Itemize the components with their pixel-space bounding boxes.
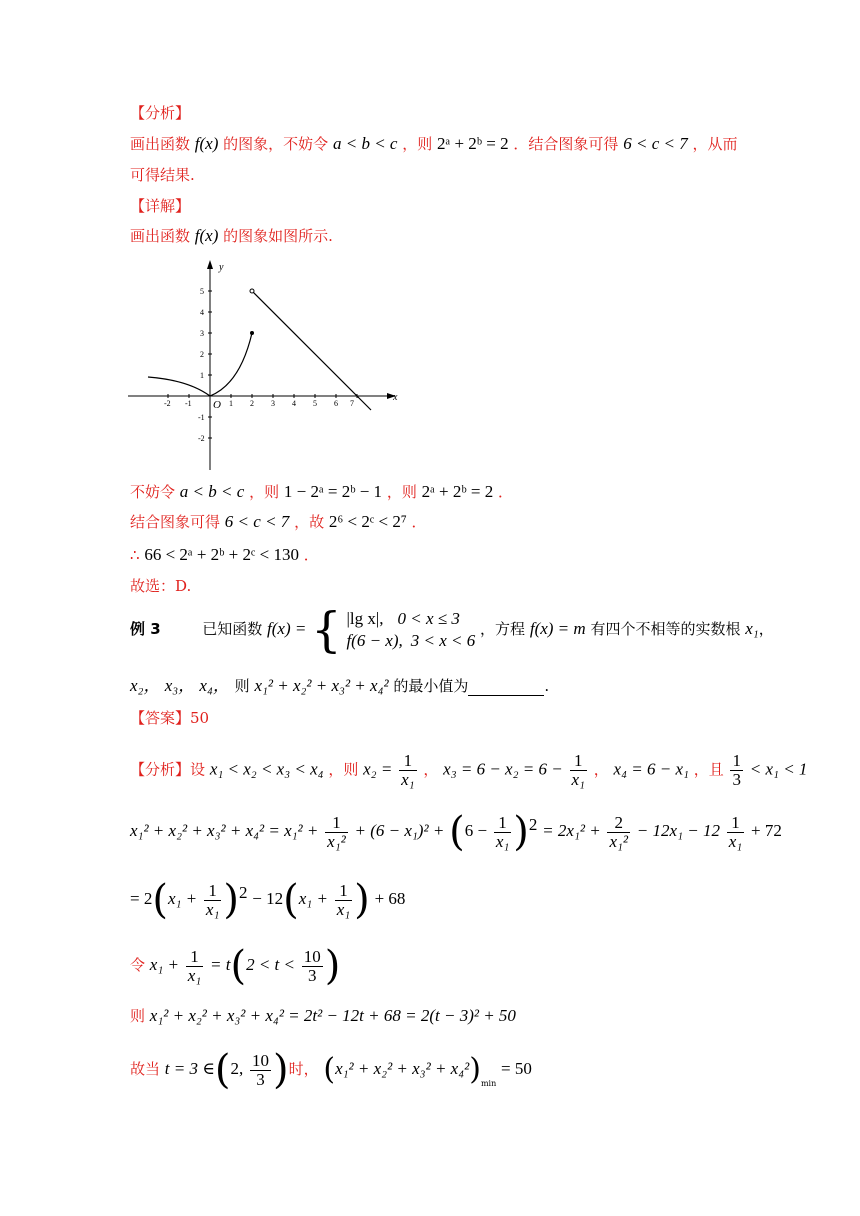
- text: ．结合图象可得: [513, 135, 619, 153]
- x-tick-label: 2: [250, 399, 254, 408]
- fraction: $\frac{1}{\text{x₁}}$: [728, 812, 743, 851]
- y-axis-arrow: [207, 260, 213, 269]
- fraction: $\frac{1}{\text{x₁}}$: [187, 946, 202, 985]
- math: a < b < c: [179, 482, 245, 501]
- math: t = 3 ∈: [164, 1059, 215, 1078]
- text: ，则: [386, 483, 417, 501]
- math: 6 < c < 7: [623, 134, 688, 153]
- detail-line-1: [130, 226, 333, 246]
- y-tick-label: -2: [198, 434, 205, 443]
- text: 故当: [130, 1060, 161, 1078]
- text: 则: [130, 1007, 146, 1025]
- math: x₁ +: [298, 889, 328, 908]
- fraction: $\frac{1}{\text{x₁}}$: [336, 880, 351, 919]
- y-axis-label: y: [219, 262, 224, 273]
- math: x₁² + x₂² + x₃² + x₄²: [335, 1059, 470, 1078]
- math: 1 − 2ᵃ = 2ᵇ − 1: [283, 482, 383, 501]
- math: x₁ < x₂ < x₃ < x₄: [209, 759, 324, 779]
- analysis-line-1: [130, 134, 738, 154]
- min-subscript: min: [480, 1079, 497, 1088]
- example-3-line-1: [130, 602, 774, 658]
- answer-blank: [468, 681, 544, 696]
- detail-line-a: [130, 482, 513, 502]
- text: ，从而: [692, 135, 738, 153]
- analysis-2-final: 故当 t = 3 ∈(2, $\frac{10}{3}$ )时， $(x_1^2 + x_2^2 + x_3^2 + x_4^2)_{min} = 50$: [130, 1047, 532, 1093]
- math: f(x): [194, 134, 219, 153]
- text: ，则: [249, 483, 280, 501]
- math: f(x) =: [267, 619, 307, 638]
- fraction: $\frac{1}{3}$: [732, 751, 741, 789]
- therefore-symbol: ∴: [130, 546, 140, 564]
- math: = t: [210, 955, 231, 974]
- math: + 68: [374, 889, 406, 908]
- case-cond: 3 < x < 6: [410, 631, 476, 650]
- text: 结合图象可得: [130, 513, 221, 531]
- math: = 50: [501, 1059, 532, 1078]
- case-expr: |lg x|,: [346, 609, 384, 628]
- math: x₁² + x₂² + x₃² + x₄² = x₁² +: [130, 821, 319, 840]
- analysis-2-line-1: [130, 752, 807, 789]
- x-tick-label: 3: [271, 399, 275, 408]
- math: f(x): [194, 226, 219, 245]
- y-tick-label: 3: [200, 329, 204, 338]
- text: 有四个不相等的实数根: [590, 620, 741, 638]
- analysis-line-2: 可得结果.: [130, 166, 195, 184]
- x-tick-label: -1: [185, 399, 192, 408]
- text: ，故: [294, 513, 325, 531]
- math: x₁ +: [149, 955, 179, 974]
- x-tick-label: 1: [229, 399, 233, 408]
- fraction: $\frac{10}{3}$: [251, 1050, 269, 1089]
- math: 2⁶ < 2ᶜ < 2⁷: [328, 512, 407, 531]
- text: 的图象如图所示.: [223, 227, 333, 245]
- y-tick-label: 1: [200, 371, 204, 380]
- math: 6 < c < 7: [224, 512, 290, 531]
- line-right: [252, 291, 371, 410]
- x-tick-label: -2: [164, 399, 171, 408]
- text: ，则: [402, 135, 433, 153]
- fraction: $\frac{1}{\text{x₁}}$: [401, 751, 415, 789]
- answer-line: [130, 708, 209, 728]
- text: ，则: [328, 760, 359, 779]
- analysis-2-title: 【分析】: [130, 760, 191, 779]
- fraction: $\frac{10}{3}$: [303, 946, 321, 985]
- math: x₂， x₃， x₄，: [130, 676, 230, 695]
- paren: ): [513, 809, 529, 855]
- detail-line-d: 故选：D.: [130, 577, 192, 595]
- math: x₂ =: [363, 759, 393, 779]
- math: 2ᵃ + 2ᵇ = 2: [421, 482, 494, 501]
- math: < x₁ < 1: [749, 759, 808, 779]
- math: f(x) = m: [529, 619, 586, 638]
- text: 时，: [288, 1060, 319, 1078]
- math: + 72: [750, 821, 782, 840]
- math: 2ᵃ + 2ᵇ = 2: [437, 134, 509, 153]
- text: 已知函数: [202, 620, 263, 638]
- curve-middle: [210, 333, 252, 396]
- text: 的图象，不妨令: [223, 135, 329, 153]
- fraction: $\frac{1}{\text{x₁}}$: [495, 812, 510, 851]
- math: 2 < t <: [246, 955, 295, 974]
- y-tick-label: 5: [200, 287, 204, 296]
- text: ．: [411, 513, 427, 531]
- math: 6 −: [464, 821, 488, 840]
- text: 令: [130, 956, 146, 974]
- math: − 12: [252, 889, 284, 908]
- x-axis-label: x: [393, 392, 398, 403]
- text: .: [544, 677, 550, 695]
- answer-title: 【答案】: [130, 709, 191, 727]
- closed-point: [250, 331, 254, 335]
- math: x₁² + x₂² + x₃² + x₄²: [254, 676, 389, 695]
- text: ，方程: [480, 620, 526, 638]
- math: + (6 − x₁)² +: [354, 821, 445, 840]
- x-tick-label: 6: [334, 399, 338, 408]
- text: 画出函数: [130, 135, 191, 153]
- analysis-2-then: [130, 1006, 516, 1026]
- text: ．: [498, 483, 514, 501]
- math: = 2x₁² +: [542, 821, 601, 840]
- math: x₄ = 6 − x₁: [613, 759, 689, 779]
- y-tick-label: 2: [200, 350, 204, 359]
- fraction: $\frac{1}{\text{x₁²}}$: [327, 812, 346, 851]
- math: x₁² + x₂² + x₃² + x₄² = 2t² − 12t + 68 = 2(t − 3)² + 50: [149, 1006, 516, 1025]
- math: x₃ = 6 − x₂ = 6 −: [443, 759, 563, 779]
- origin-label: O: [213, 399, 221, 411]
- detail-title: 【详解】: [130, 197, 191, 215]
- analysis-2-eq-1: x₁² + x₂² + x₃² + x₄² = x₁² + $\frac{1}{\text{x₁²}}$ + (6 − x₁)² + (6 − $\frac{1}{\text{x₁}}$ )$^2$ = 2x₁² + $\frac{2}{\text{x₁²}}$ − 12x₁ − 12 $\frac{1}{\text{x₁}}$ + 72: [130, 809, 782, 855]
- x-tick-label: 4: [292, 399, 296, 408]
- math: 2,: [230, 1059, 244, 1078]
- math: 66 < 2ᵃ + 2ᵇ + 2ᶜ < 130: [144, 545, 299, 564]
- piecewise-cases: [346, 608, 475, 652]
- case-expr: f(6 − x),: [346, 631, 403, 650]
- text: ，: [593, 760, 609, 779]
- text: 设: [190, 760, 206, 779]
- analysis-2-eq-2: = 2(x₁ + $\frac{1}{\text{x₁}}$ )$^2$ − 12(x₁ + $\frac{1}{\text{x₁}}$ ) + 68: [130, 877, 406, 923]
- paren: (: [449, 809, 465, 855]
- fraction: $\frac{1}{\text{x₁}}$: [571, 751, 585, 789]
- y-tick-label: 4: [200, 308, 204, 317]
- case-cond: 0 < x ≤ 3: [397, 609, 460, 628]
- x-tick-label: 7: [350, 399, 354, 408]
- example-label: 例 3: [130, 620, 161, 638]
- answer-value: 50: [190, 709, 210, 727]
- text: ，: [758, 620, 774, 638]
- text: 的最小值为: [393, 677, 469, 695]
- text: 则: [234, 677, 250, 695]
- function-graph: [128, 256, 408, 474]
- text: ，: [423, 760, 439, 779]
- text: ，且: [693, 760, 724, 779]
- open-point: [250, 289, 254, 293]
- fraction: $\frac{2}{\text{x₁²}}$: [609, 812, 629, 851]
- text: ．: [303, 546, 319, 564]
- math: = 2: [130, 889, 153, 908]
- text: 画出函数: [130, 227, 191, 245]
- math: x₁ +: [167, 889, 198, 908]
- analysis-title: 【分析】: [130, 104, 191, 122]
- fraction: $\frac{1}{\text{x₁}}$: [205, 880, 220, 919]
- text: 不妨令: [130, 483, 176, 501]
- brace: {: [311, 602, 342, 658]
- math: − 12x₁ − 12: [636, 821, 720, 840]
- math: a < b < c: [332, 134, 398, 153]
- analysis-2-let: 令 x₁ + $\frac{1}{\text{x₁}}$ = t(2 < t < $\frac{10}{3}$ ): [130, 943, 341, 989]
- math: x₁: [745, 619, 759, 638]
- x-tick-label: 5: [313, 399, 317, 408]
- detail-line-c: [130, 545, 319, 565]
- detail-line-b: [130, 512, 427, 532]
- example-3-line-2: [130, 676, 549, 696]
- y-tick-label: -1: [198, 413, 205, 422]
